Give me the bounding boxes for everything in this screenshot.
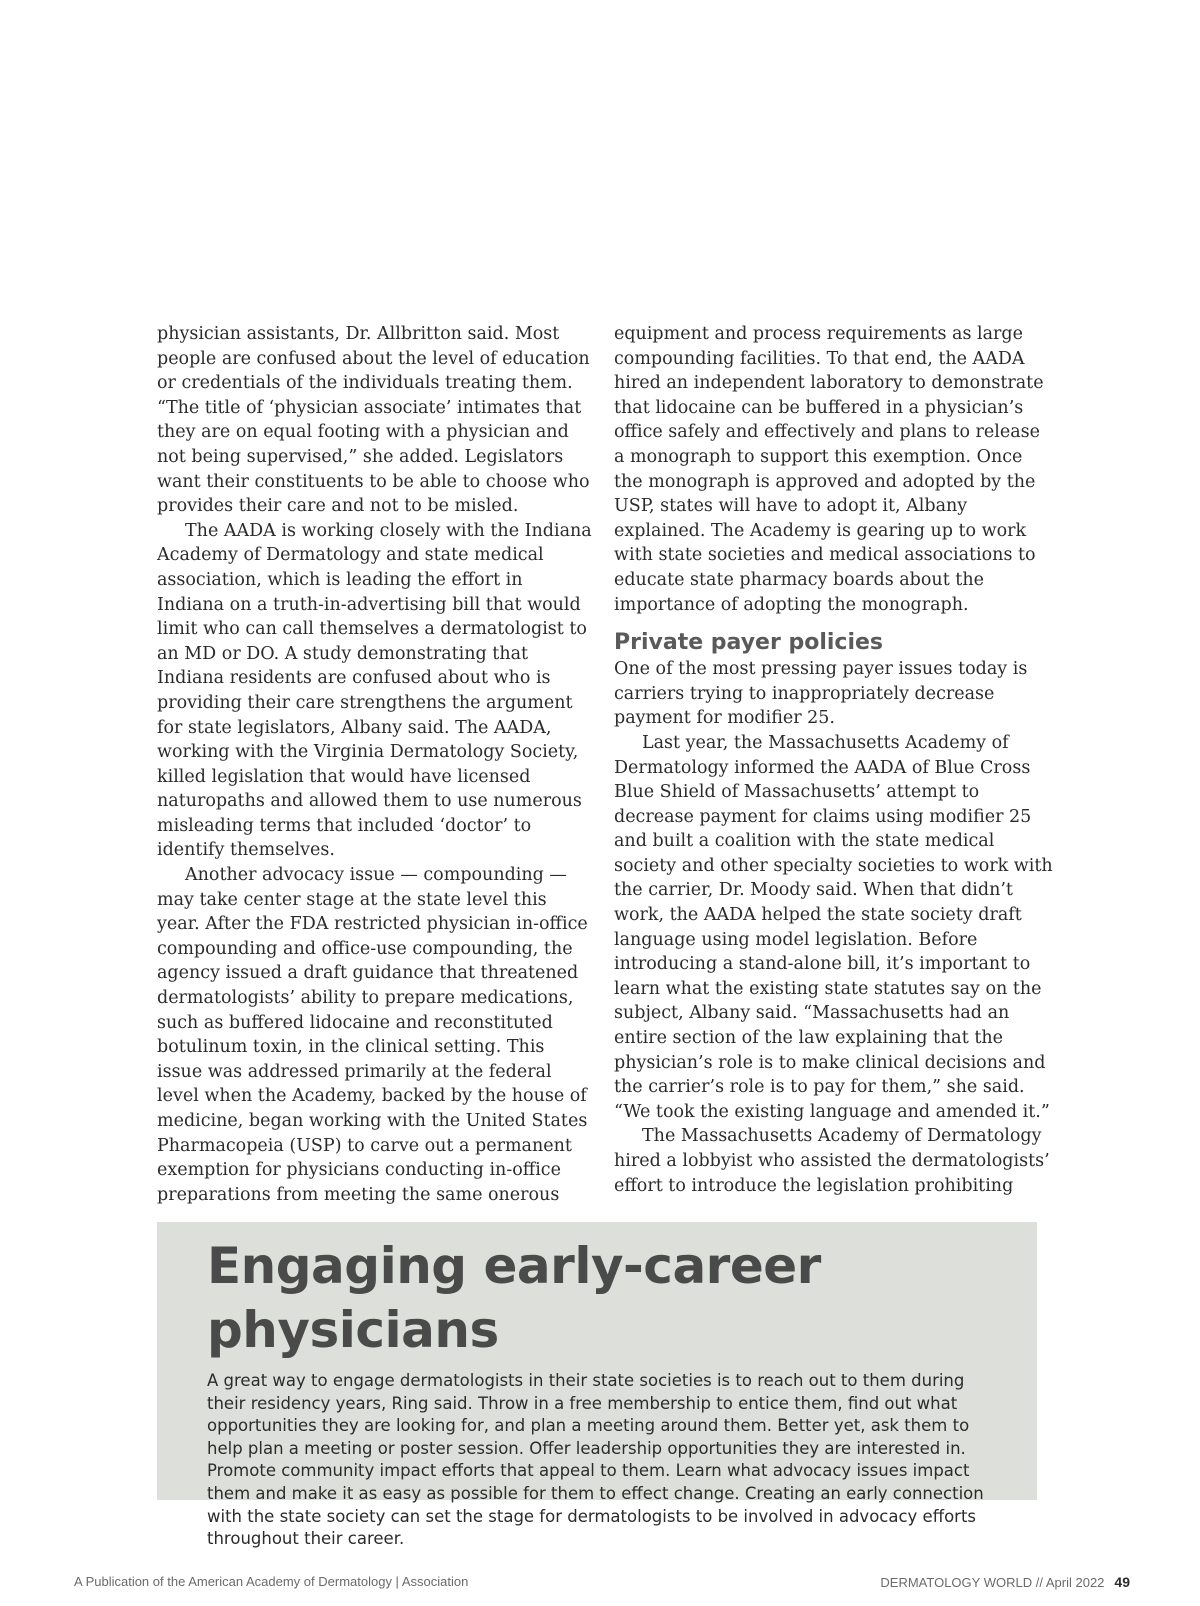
footer-publication-name: DERMATOLOGY WORLD bbox=[880, 1575, 1033, 1590]
sidebar-body: A great way to engage dermatologists in their state societies is to reach out to them during their residency years, Ring said. Throw in a free membership to entice them, find out what opportunities they are looking for, and plan a meeting around them. Better yet, ask them to help plan a meeting or poster session. Offer leadership opportunities they are interested in. Promote community impact efforts that appeal to them. Learn what advocacy issues impact them and make it as easy as possible for them to effect change. Creating an early connection with the state society can set the stage for dermatologists to be involved in advocacy efforts throughout their career. bbox=[207, 1371, 984, 1549]
article-right-column bbox=[614, 322, 1054, 1198]
sidebar-title: Engaging early-career physicians bbox=[207, 1237, 821, 1359]
article-paragraph: One of the most pressing payer issues today is carriers trying to inappropriately decrease payment for modifier 25. bbox=[614, 659, 1028, 729]
footer-publisher: A Publication of the American Academy of Dermatology | Association bbox=[74, 1574, 469, 1589]
footer-issue-date: April 2022 bbox=[1045, 1575, 1105, 1590]
footer-issue-info bbox=[880, 1574, 1130, 1590]
footer-separator: // bbox=[1035, 1575, 1043, 1590]
article-paragraph: Another advocacy issue — compounding — may take center stage at the state level this year. After the FDA restricted physician in-office compounding and office-use compounding, the agency issued a draft guidance that threatened dermatologists’ ability to prepare medications, such as buffered lidocaine and reconstituted botulinum toxin, in the clinical setting. This issue was addressed primarily at the federal level when the Academy, backed by the house of medicine, began working with the United States Pharmacopeia (USP) to carve out a permanent exemption for physicians conducting in-office preparations from meeting the same onerous bbox=[157, 865, 588, 1205]
footer-publication bbox=[880, 1575, 1104, 1590]
section-heading: Private payer policies bbox=[614, 630, 884, 656]
sidebar-box bbox=[157, 1222, 1037, 1549]
article-paragraph: Last year, the Massachusetts Academy of Dermatology informed the AADA of Blue Cross Blue Shield of Massachusetts’ attempt to decrease payment for claims using modifier 25 and built a coalition with the state medical society and other specialty societies to work with the carrier, Dr. Moody said. When that didn’t work, the AADA helped the state society draft language using model legislation. Before introducing a stand-alone bill, it’s important to learn what the existing state statutes say on the subject, Albany said. “Massachusetts had an entire section of the law explaining that the physician’s role is to make clinical decisions and the carrier’s role is to pay for them,” she said. “We took the existing language and amended it.” bbox=[614, 732, 1053, 1122]
article-left-column bbox=[157, 322, 593, 1207]
page-number: 49 bbox=[1114, 1574, 1130, 1590]
article-paragraph: equipment and process requirements as large compounding facilities. To that end, the AADA hired an independent laboratory to demonstrate that lidocaine can be buffered in a physician’s office safely and effectively and plans to release a monograph to support this exemption. Once the monograph is approved and adopted by the USP, states will have to adopt it, Albany explained. The Academy is gearing up to work with state societies and medical associations to educate state pharmacy boards about the importance of adopting the monograph. bbox=[614, 324, 1044, 615]
article-paragraph: physician assistants, Dr. Allbritton said. Most people are confused about the level of education or credentials of the individuals treating them. “The title of ‘physician associate’ intimates that they are on equal footing with a physician and not being supervised,” she added. Legislators want their constituents to be able to choose who provides their care and not to be misled. bbox=[157, 324, 590, 517]
article-paragraph: The AADA is working closely with the Indiana Academy of Dermatology and state medical association, which is leading the effort in Indiana on a truth-in-advertising bill that would limit who can call themselves a dermatologist to an MD or DO. A study demonstrating that Indiana residents are confused about who is providing their care strengthens the argument for state legislators, Albany said. The AADA, working with the Virginia Dermatology Society, killed legislation that would have licensed naturopaths and allowed them to use numerous misleading terms that included ‘doctor’ to identify themselves. bbox=[157, 520, 592, 861]
article-paragraph: The Massachusetts Academy of Dermatology hired a lobbyist who assisted the dermatologists’ effort to introduce the legislation prohibiting bbox=[614, 1126, 1050, 1196]
